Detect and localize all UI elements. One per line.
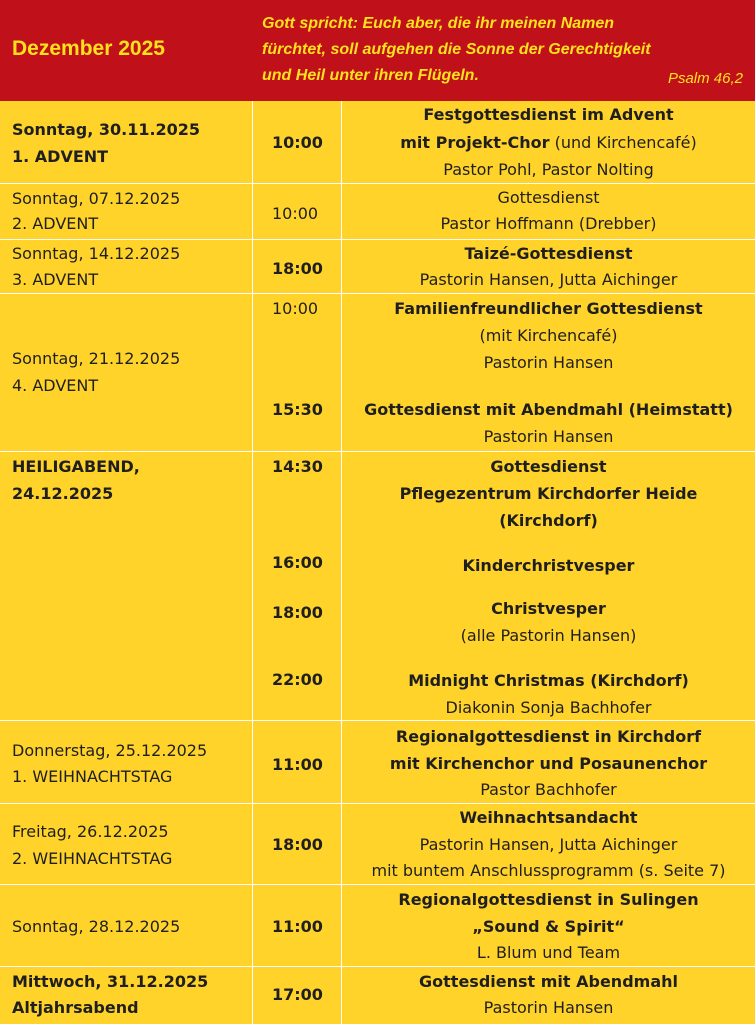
event-line: Gottesdienst mit Abendmahl (Heimstatt) <box>364 400 733 419</box>
row-divider <box>0 720 755 721</box>
event-line: Pastorin Hansen <box>483 353 614 372</box>
event-line: Regionalgottesdienst in Kirchdorf <box>395 727 702 746</box>
row-day: Sonntag, 14.12.2025 <box>12 244 181 263</box>
row-day: 2. WEIHNACHTSTAG <box>12 849 173 868</box>
row-day: 1. ADVENT <box>12 147 109 166</box>
row-day: Sonntag, 21.12.2025 <box>12 349 181 368</box>
event-line: (Kirchdorf) <box>499 511 598 530</box>
event-line: Midnight Christmas (Kirchdorf) <box>408 671 689 690</box>
row-day: Sonntag, 07.12.2025 <box>12 189 181 208</box>
row-day: 1. WEIHNACHTSTAG <box>12 767 173 786</box>
quote-line: und Heil unter ihren Flügeln. <box>262 67 479 84</box>
row-time: 10:00 <box>272 204 319 223</box>
row-day: Freitag, 26.12.2025 <box>12 822 169 841</box>
row-day: 3. ADVENT <box>12 270 99 289</box>
row-time: 18:00 <box>272 603 323 622</box>
row-day: Sonntag, 30.11.2025 <box>12 120 201 139</box>
event-line: „Sound & Spirit“ <box>472 917 625 936</box>
row-time: 17:00 <box>272 985 323 1004</box>
row-time: 11:00 <box>272 917 323 936</box>
quote-reference: Psalm 46,2 <box>667 70 743 87</box>
event-line: Regionalgottesdienst in Sulingen <box>398 890 699 909</box>
row-day: Altjahrsabend <box>12 998 139 1017</box>
event-line: (mit Kirchencafé) <box>479 326 618 345</box>
header-bar <box>0 0 755 101</box>
row-divider <box>0 183 755 184</box>
quote-line: fürchtet, soll aufgehen die Sonne der Gerechtigkeit <box>262 41 651 58</box>
row-time: 11:00 <box>272 755 323 774</box>
event-line: mit Projekt-Chor (und Kirchencafé) <box>400 133 697 152</box>
event-line: (alle Pastorin Hansen) <box>460 626 637 645</box>
event-line: Kinderchristvesper <box>462 556 635 575</box>
event-line: Christvesper <box>491 599 606 618</box>
event-line: Gottesdienst <box>490 457 607 476</box>
row-time: 15:30 <box>272 400 323 419</box>
event-line: mit buntem Anschlussprogramm (s. Seite 7) <box>371 861 726 880</box>
event-line: mit Kirchenchor und Posaunenchor <box>389 754 708 773</box>
event-line: Pastorin Hansen, Jutta Aichinger <box>419 835 678 854</box>
row-divider <box>0 293 755 294</box>
event-line: L. Blum und Team <box>476 943 621 962</box>
event-line: Pastorin Hansen, Jutta Aichinger <box>419 270 678 289</box>
event-line: Pastorin Hansen <box>483 427 614 446</box>
row-day: 2. ADVENT <box>12 214 99 233</box>
event-line: Familienfreundlicher Gottesdienst <box>394 299 703 318</box>
event-line: Diakonin Sonja Bachhofer <box>445 698 652 717</box>
row-day: Mittwoch, 31.12.2025 <box>12 972 209 991</box>
row-divider <box>0 884 755 885</box>
event-line: Weihnachtsandacht <box>459 808 638 827</box>
row-time: 18:00 <box>272 835 323 854</box>
row-time: 10:00 <box>272 133 323 152</box>
event-line: Gottesdienst <box>497 188 600 207</box>
row-divider <box>0 451 755 452</box>
row-divider <box>0 966 755 967</box>
event-line: Taizé-Gottesdienst <box>464 244 633 263</box>
row-time: 22:00 <box>272 670 323 689</box>
row-time: 16:00 <box>272 553 323 572</box>
row-time: 10:00 <box>272 299 319 318</box>
row-divider <box>0 239 755 240</box>
row-divider <box>0 803 755 804</box>
event-line: Pastor Pohl, Pastor Nolting <box>443 160 654 179</box>
event-line: Pastorin Hansen <box>483 998 614 1017</box>
row-day: 24.12.2025 <box>12 484 114 503</box>
row-time: 14:30 <box>272 457 323 476</box>
row-day: 4. ADVENT <box>12 376 99 395</box>
event-line: Festgottesdienst im Advent <box>423 105 674 124</box>
row-day: HEILIGABEND, <box>12 457 140 476</box>
row-time: 18:00 <box>272 259 323 278</box>
row-day: Donnerstag, 25.12.2025 <box>12 741 208 760</box>
event-line: Pastor Hoffmann (Drebber) <box>440 214 657 233</box>
event-line: Gottesdienst mit Abendmahl <box>419 972 678 991</box>
quote-line: Gott spricht: Euch aber, die ihr meinen Namen <box>262 15 615 32</box>
event-line: Pastor Bachhofer <box>480 780 617 799</box>
month-title: Dezember 2025 <box>12 37 165 60</box>
event-line: Pflegezentrum Kirchdorfer Heide <box>399 484 698 503</box>
row-day: Sonntag, 28.12.2025 <box>12 917 181 936</box>
